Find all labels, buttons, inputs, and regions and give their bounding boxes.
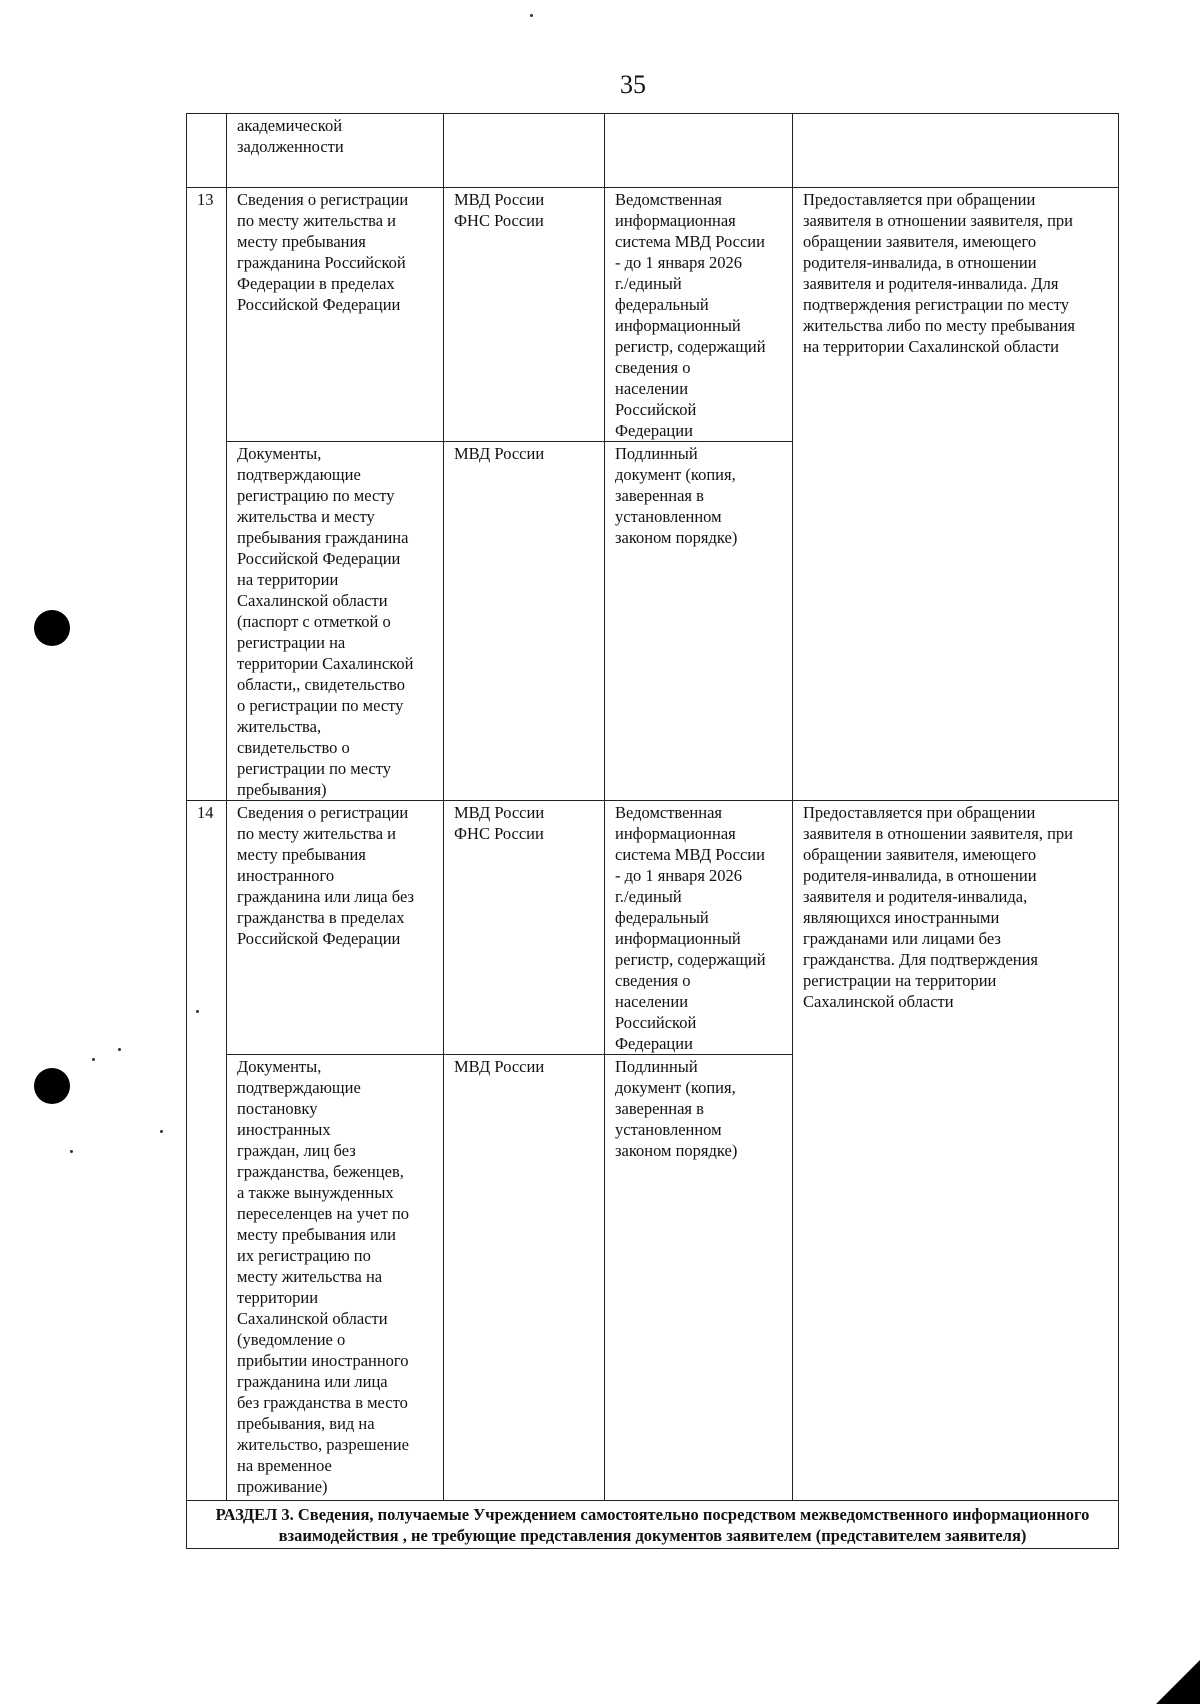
- row-number-cell: 13: [187, 188, 227, 801]
- source-cell: Ведомственная информационная система МВД России - до 1 января 2026 г./единый федеральный информационный регистр, содержащий сведения о населении Российской Федерации: [605, 188, 793, 442]
- section-heading: РАЗДЕЛ 3. Сведения, получаемые Учреждением самостоятельно посредством межведомственного информационного взаимодействия , не требующие представления документов заявителем (представителем заявителя): [187, 1501, 1119, 1549]
- source-cell: [605, 114, 793, 188]
- note-cell: Предоставляется при обращении заявителя в отношении заявителя, при обращении заявителя, имеющего родителя-инвалида, в отношении заявителя и родителя-инвалида, являющихся иностранными гражданами или лицами без гражданства. Для подтверждения регистрации на территории Сахалинской области: [793, 801, 1119, 1501]
- row-number-cell: 14: [187, 801, 227, 1501]
- provider-cell: МВД России: [444, 1055, 605, 1501]
- scan-speck: [118, 1048, 121, 1051]
- section-heading-row: [187, 1501, 1119, 1549]
- note-cell: [793, 114, 1119, 188]
- row-number-cell: [187, 114, 227, 188]
- scan-corner-mark: [1156, 1660, 1200, 1704]
- info-name-cell: Сведения о регистрации по месту жительства и месту пребывания иностранного гражданина или лица без гражданства в пределах Российской Федерации: [227, 801, 444, 1055]
- scan-speck: [196, 1010, 199, 1013]
- note-cell: Предоставляется при обращении заявителя в отношении заявителя, при обращении заявителя, имеющего родителя-инвалида, в отношении заявителя и родителя-инвалида. Для подтверждения регистрации по месту жительства либо по месту пребывания на территории Сахалинской области: [793, 188, 1119, 801]
- info-name-cell: Документы, подтверждающие регистрацию по месту жительства и месту пребывания гражданина Российской Федерации на территории Сахалинской области (паспорт с отметкой о регистрации на территории Сахалинской области,, свидетельство о регистрации по месту жительства, свидетельство о регистрации по месту пребывания): [227, 442, 444, 801]
- table-row-14: [187, 801, 1119, 1055]
- provider-cell: МВД России ФНС России: [444, 801, 605, 1055]
- scan-speck: [530, 14, 533, 17]
- punch-hole-lower: [34, 1068, 70, 1104]
- provider-cell: [444, 114, 605, 188]
- provider-cell: МВД России ФНС России: [444, 188, 605, 442]
- table-row-continued: [187, 114, 1119, 188]
- punch-hole-upper: [34, 610, 70, 646]
- info-name-cell: академической задолженности: [227, 114, 444, 188]
- info-name-cell: Сведения о регистрации по месту жительства и месту пребывания гражданина Российской Федерации в пределах Российской Федерации: [227, 188, 444, 442]
- scan-speck: [70, 1150, 73, 1153]
- page-number: 35: [620, 70, 646, 99]
- provider-cell: МВД России: [444, 442, 605, 801]
- info-name-cell: Документы, подтверждающие постановку иностранных граждан, лиц без гражданства, беженцев, а также вынужденных переселенцев на учет по месту пребывания или их регистрацию по месту жительства на территории Сахалинской области (уведомление о прибытии иностранного гражданина или лица без гражданства в место пребывания, вид на жительство, разрешение на временное проживание): [227, 1055, 444, 1501]
- scan-speck: [160, 1130, 163, 1133]
- scan-speck: [92, 1058, 95, 1061]
- source-cell: Подлинный документ (копия, заверенная в установленном законом порядке): [605, 442, 793, 801]
- requirements-table: [186, 113, 1119, 1549]
- source-cell: Ведомственная информационная система МВД России - до 1 января 2026 г./единый федеральный информационный регистр, содержащий сведения о населении Российской Федерации: [605, 801, 793, 1055]
- table-row-13: [187, 188, 1119, 442]
- source-cell: Подлинный документ (копия, заверенная в установленном законом порядке): [605, 1055, 793, 1501]
